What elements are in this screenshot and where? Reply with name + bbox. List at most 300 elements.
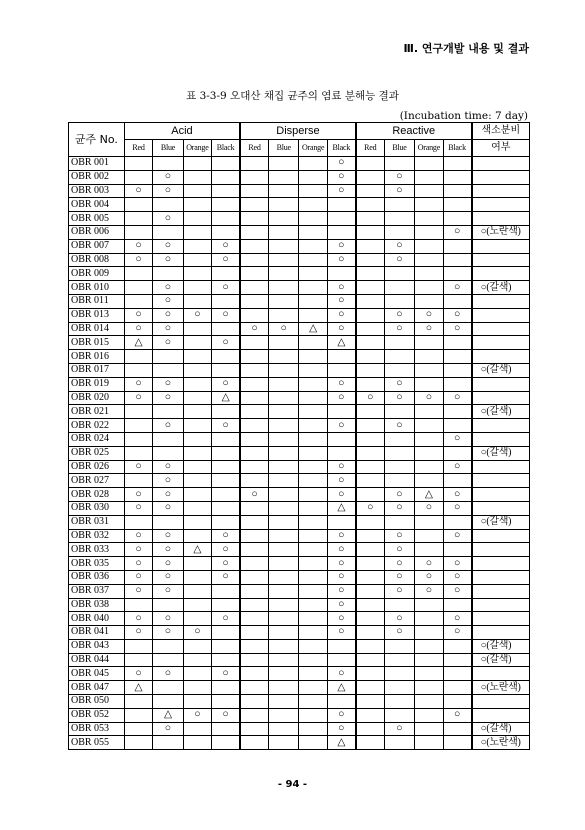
result-cell xyxy=(384,708,414,722)
result-cell: ○ xyxy=(356,391,384,405)
result-cell xyxy=(124,281,152,295)
result-cell xyxy=(443,681,471,695)
table-row xyxy=(69,653,530,667)
result-cell xyxy=(415,543,443,557)
dye-decolorization-table xyxy=(68,122,530,750)
result-cell xyxy=(415,653,443,667)
pigment-cell xyxy=(472,460,530,474)
result-cell xyxy=(240,570,268,584)
result-cell xyxy=(443,239,471,253)
pigment-cell: ○(갈색) xyxy=(472,639,530,653)
result-cell: ○ xyxy=(327,460,355,474)
result-cell: ○ xyxy=(415,557,443,571)
result-cell: ○ xyxy=(327,253,355,267)
result-cell: ○ xyxy=(153,612,183,626)
table-row xyxy=(69,391,530,405)
table-row xyxy=(69,419,530,433)
result-cell xyxy=(153,198,183,212)
result-cell xyxy=(269,474,299,488)
table-row xyxy=(69,488,530,502)
result-cell xyxy=(415,281,443,295)
result-cell xyxy=(356,198,384,212)
pigment-cell xyxy=(472,667,530,681)
result-cell xyxy=(124,350,152,364)
result-cell xyxy=(269,267,299,281)
strain-id-cell: OBR 052 xyxy=(69,708,125,722)
result-cell xyxy=(299,681,327,695)
result-cell: △ xyxy=(299,322,327,336)
result-cell xyxy=(415,157,443,171)
result-cell xyxy=(415,722,443,736)
result-cell: ○ xyxy=(124,239,152,253)
result-cell xyxy=(415,350,443,364)
result-cell xyxy=(443,598,471,612)
result-cell xyxy=(183,419,211,433)
result-cell: ○ xyxy=(443,557,471,571)
result-cell xyxy=(384,598,414,612)
result-cell: ○ xyxy=(415,570,443,584)
pigment-cell xyxy=(472,294,530,308)
column-subheader: Red xyxy=(240,140,268,157)
result-cell xyxy=(356,515,384,529)
result-cell: ○ xyxy=(212,308,240,322)
section-header: Ⅲ. 연구개발 내용 및 결과 xyxy=(403,42,529,55)
result-cell xyxy=(183,598,211,612)
pigment-cell xyxy=(472,488,530,502)
result-cell xyxy=(240,501,268,515)
result-cell xyxy=(269,432,299,446)
result-cell xyxy=(356,598,384,612)
result-cell xyxy=(240,584,268,598)
result-cell: ○ xyxy=(327,281,355,295)
result-cell xyxy=(240,239,268,253)
pigment-cell xyxy=(472,377,530,391)
result-cell xyxy=(299,626,327,640)
result-cell: ○ xyxy=(124,184,152,198)
result-cell xyxy=(299,377,327,391)
result-cell xyxy=(299,446,327,460)
result-cell: ○ xyxy=(384,722,414,736)
result-cell: ○ xyxy=(384,529,414,543)
result-cell xyxy=(299,515,327,529)
result-cell xyxy=(124,170,152,184)
result-cell: ○ xyxy=(384,584,414,598)
table-row xyxy=(69,543,530,557)
strain-id-cell: OBR 025 xyxy=(69,446,125,460)
result-cell: ○ xyxy=(212,667,240,681)
result-cell: ○ xyxy=(327,391,355,405)
result-cell xyxy=(240,681,268,695)
table-row xyxy=(69,612,530,626)
result-cell: ○ xyxy=(327,157,355,171)
result-cell: ○ xyxy=(384,391,414,405)
result-cell xyxy=(124,419,152,433)
strain-id-cell: OBR 036 xyxy=(69,570,125,584)
table-row xyxy=(69,322,530,336)
result-cell xyxy=(212,350,240,364)
strain-id-cell: OBR 005 xyxy=(69,212,125,226)
result-cell xyxy=(183,736,211,750)
table-row xyxy=(69,281,530,295)
result-cell xyxy=(415,294,443,308)
pigment-cell: ○(갈색) xyxy=(472,405,530,419)
pigment-cell xyxy=(472,626,530,640)
result-cell xyxy=(183,584,211,598)
result-cell: ○ xyxy=(384,184,414,198)
result-cell xyxy=(183,294,211,308)
result-cell xyxy=(183,322,211,336)
result-cell: ○ xyxy=(153,570,183,584)
result-cell: ○ xyxy=(153,626,183,640)
result-cell xyxy=(153,157,183,171)
result-cell xyxy=(299,543,327,557)
result-cell xyxy=(299,253,327,267)
result-cell xyxy=(415,639,443,653)
result-cell xyxy=(327,405,355,419)
table-row xyxy=(69,446,530,460)
result-cell: ○ xyxy=(153,336,183,350)
result-cell xyxy=(443,377,471,391)
result-cell: ○ xyxy=(153,584,183,598)
strain-id-cell: OBR 004 xyxy=(69,198,125,212)
result-cell xyxy=(269,308,299,322)
result-cell xyxy=(299,281,327,295)
result-cell: ○ xyxy=(124,529,152,543)
result-cell: ○ xyxy=(327,184,355,198)
column-subheader: Black xyxy=(212,140,240,157)
result-cell xyxy=(327,432,355,446)
result-cell: ○ xyxy=(153,543,183,557)
result-cell xyxy=(183,198,211,212)
result-cell: ○ xyxy=(124,253,152,267)
result-cell: ○ xyxy=(124,391,152,405)
pigment-cell xyxy=(472,419,530,433)
result-cell xyxy=(327,515,355,529)
result-cell xyxy=(212,405,240,419)
result-cell xyxy=(240,612,268,626)
result-cell xyxy=(124,474,152,488)
pigment-cell xyxy=(472,212,530,226)
strain-id-cell: OBR 040 xyxy=(69,612,125,626)
pigment-cell xyxy=(472,267,530,281)
result-cell xyxy=(356,543,384,557)
result-cell: ○ xyxy=(153,460,183,474)
result-cell xyxy=(240,515,268,529)
result-cell: ○ xyxy=(327,308,355,322)
result-cell: ○ xyxy=(124,557,152,571)
result-cell xyxy=(415,529,443,543)
result-cell: ○ xyxy=(212,239,240,253)
result-cell xyxy=(299,239,327,253)
result-cell xyxy=(356,653,384,667)
result-cell xyxy=(327,212,355,226)
pigment-cell xyxy=(472,239,530,253)
strain-id-cell: OBR 019 xyxy=(69,377,125,391)
result-cell xyxy=(124,363,152,377)
result-cell xyxy=(240,294,268,308)
pigment-cell: ○(갈색) xyxy=(472,363,530,377)
result-cell xyxy=(240,253,268,267)
result-cell xyxy=(299,363,327,377)
result-cell: ○ xyxy=(384,626,414,640)
result-cell: ○ xyxy=(415,308,443,322)
result-cell xyxy=(356,612,384,626)
result-cell xyxy=(443,253,471,267)
result-cell: ○ xyxy=(153,722,183,736)
column-subheader: Blue xyxy=(153,140,183,157)
result-cell xyxy=(124,225,152,239)
result-cell xyxy=(153,405,183,419)
result-cell xyxy=(415,432,443,446)
result-cell xyxy=(269,446,299,460)
result-cell xyxy=(443,363,471,377)
pigment-cell xyxy=(472,253,530,267)
result-cell xyxy=(299,639,327,653)
pigment-cell: ○(노란색) xyxy=(472,681,530,695)
result-cell xyxy=(212,170,240,184)
result-cell xyxy=(299,736,327,750)
result-cell xyxy=(183,722,211,736)
result-cell: ○ xyxy=(153,281,183,295)
result-cell xyxy=(269,350,299,364)
result-cell xyxy=(415,736,443,750)
page-number: - 94 - xyxy=(277,779,308,790)
result-cell xyxy=(212,225,240,239)
result-cell xyxy=(356,695,384,709)
result-cell xyxy=(356,474,384,488)
result-cell xyxy=(443,198,471,212)
result-cell: ○ xyxy=(327,584,355,598)
pigment-cell: ○(갈색) xyxy=(472,446,530,460)
result-cell xyxy=(183,529,211,543)
result-cell xyxy=(212,198,240,212)
result-cell xyxy=(356,239,384,253)
result-cell xyxy=(183,695,211,709)
result-cell xyxy=(212,626,240,640)
column-subheader: Black xyxy=(327,140,355,157)
result-cell xyxy=(183,267,211,281)
result-cell xyxy=(443,515,471,529)
result-cell xyxy=(153,598,183,612)
column-header-pigment-2: 여부 xyxy=(472,140,530,157)
result-cell xyxy=(443,543,471,557)
pigment-cell xyxy=(472,432,530,446)
result-cell xyxy=(415,626,443,640)
result-cell xyxy=(153,515,183,529)
result-cell: ○ xyxy=(384,488,414,502)
result-cell: ○ xyxy=(124,322,152,336)
result-cell xyxy=(299,598,327,612)
result-cell: ○ xyxy=(124,584,152,598)
strain-id-cell: OBR 003 xyxy=(69,184,125,198)
result-cell: ○ xyxy=(384,612,414,626)
pigment-cell xyxy=(472,612,530,626)
result-cell xyxy=(269,336,299,350)
result-cell xyxy=(384,157,414,171)
pigment-cell xyxy=(472,322,530,336)
result-cell xyxy=(183,474,211,488)
result-cell xyxy=(356,446,384,460)
result-cell xyxy=(299,184,327,198)
result-cell xyxy=(356,281,384,295)
strain-id-cell: OBR 008 xyxy=(69,253,125,267)
strain-id-cell: OBR 031 xyxy=(69,515,125,529)
result-cell: ○ xyxy=(443,391,471,405)
result-cell xyxy=(299,460,327,474)
result-cell: ○ xyxy=(124,667,152,681)
strain-id-cell: OBR 044 xyxy=(69,653,125,667)
result-cell: ○ xyxy=(415,391,443,405)
result-cell xyxy=(183,446,211,460)
result-cell xyxy=(384,267,414,281)
result-cell: △ xyxy=(327,501,355,515)
result-cell xyxy=(384,432,414,446)
result-cell xyxy=(356,432,384,446)
result-cell xyxy=(183,460,211,474)
result-cell xyxy=(153,446,183,460)
result-cell xyxy=(299,170,327,184)
result-cell xyxy=(269,626,299,640)
table-row xyxy=(69,681,530,695)
result-cell xyxy=(240,557,268,571)
result-cell: ○ xyxy=(124,626,152,640)
result-cell xyxy=(269,501,299,515)
result-cell: ○ xyxy=(443,460,471,474)
result-cell xyxy=(415,598,443,612)
result-cell: ○ xyxy=(327,488,355,502)
result-cell xyxy=(153,681,183,695)
pigment-cell xyxy=(472,529,530,543)
result-cell xyxy=(299,488,327,502)
result-cell xyxy=(183,212,211,226)
result-cell xyxy=(269,667,299,681)
result-cell xyxy=(356,157,384,171)
result-cell xyxy=(183,281,211,295)
pigment-cell xyxy=(472,584,530,598)
result-cell: ○ xyxy=(327,598,355,612)
result-cell xyxy=(299,391,327,405)
result-cell xyxy=(299,267,327,281)
result-cell xyxy=(443,419,471,433)
result-cell xyxy=(183,350,211,364)
result-cell xyxy=(240,363,268,377)
result-cell: ○ xyxy=(384,543,414,557)
result-cell: ○ xyxy=(124,308,152,322)
pigment-cell xyxy=(472,308,530,322)
result-cell: ○ xyxy=(384,419,414,433)
result-cell xyxy=(415,225,443,239)
result-cell: ○ xyxy=(153,377,183,391)
column-header-pigment: 색소분비 xyxy=(472,123,530,140)
result-cell xyxy=(124,157,152,171)
result-cell xyxy=(240,281,268,295)
result-cell xyxy=(212,184,240,198)
result-cell xyxy=(384,474,414,488)
result-cell: ○ xyxy=(212,529,240,543)
result-cell: △ xyxy=(415,488,443,502)
result-cell: ○ xyxy=(153,501,183,515)
result-cell xyxy=(124,736,152,750)
result-cell xyxy=(415,681,443,695)
result-cell xyxy=(415,446,443,460)
result-cell: △ xyxy=(212,391,240,405)
result-cell xyxy=(443,405,471,419)
result-cell xyxy=(124,722,152,736)
result-cell xyxy=(356,294,384,308)
result-cell xyxy=(384,653,414,667)
result-cell xyxy=(415,708,443,722)
column-subheader: Orange xyxy=(183,140,211,157)
column-group-header: Disperse xyxy=(240,123,356,140)
table-row xyxy=(69,184,530,198)
result-cell xyxy=(443,639,471,653)
result-cell xyxy=(212,294,240,308)
result-cell xyxy=(212,501,240,515)
result-cell xyxy=(240,377,268,391)
result-cell xyxy=(356,267,384,281)
result-cell xyxy=(384,681,414,695)
result-cell xyxy=(124,405,152,419)
result-cell xyxy=(124,446,152,460)
result-cell: ○ xyxy=(443,626,471,640)
result-cell xyxy=(299,336,327,350)
result-cell: △ xyxy=(327,736,355,750)
result-cell xyxy=(443,267,471,281)
pigment-cell: ○(갈색) xyxy=(472,281,530,295)
result-cell xyxy=(384,350,414,364)
table-row xyxy=(69,557,530,571)
result-cell: ○ xyxy=(443,488,471,502)
table-row xyxy=(69,460,530,474)
result-cell: ○ xyxy=(153,474,183,488)
result-cell: △ xyxy=(327,336,355,350)
table-row xyxy=(69,584,530,598)
result-cell: ○ xyxy=(212,253,240,267)
result-cell: ○ xyxy=(212,336,240,350)
result-cell xyxy=(269,695,299,709)
result-cell xyxy=(183,363,211,377)
result-cell xyxy=(183,667,211,681)
result-cell xyxy=(327,267,355,281)
result-cell xyxy=(212,736,240,750)
result-cell: ○ xyxy=(327,322,355,336)
result-cell: ○ xyxy=(443,529,471,543)
incubation-note: (Incubation time: 7 day) xyxy=(399,110,528,122)
result-cell xyxy=(299,653,327,667)
result-cell xyxy=(153,639,183,653)
result-cell xyxy=(269,598,299,612)
result-cell xyxy=(183,225,211,239)
column-subheader: Red xyxy=(124,140,152,157)
result-cell xyxy=(124,695,152,709)
result-cell xyxy=(269,653,299,667)
result-cell xyxy=(356,708,384,722)
strain-id-cell: OBR 013 xyxy=(69,308,125,322)
result-cell xyxy=(299,405,327,419)
result-cell xyxy=(384,515,414,529)
result-cell xyxy=(269,515,299,529)
result-cell xyxy=(356,667,384,681)
result-cell xyxy=(299,474,327,488)
table-row xyxy=(69,667,530,681)
result-cell xyxy=(269,212,299,226)
result-cell xyxy=(153,225,183,239)
result-cell xyxy=(299,308,327,322)
result-cell xyxy=(212,515,240,529)
result-cell: ○ xyxy=(443,708,471,722)
result-cell xyxy=(299,225,327,239)
result-cell xyxy=(269,419,299,433)
